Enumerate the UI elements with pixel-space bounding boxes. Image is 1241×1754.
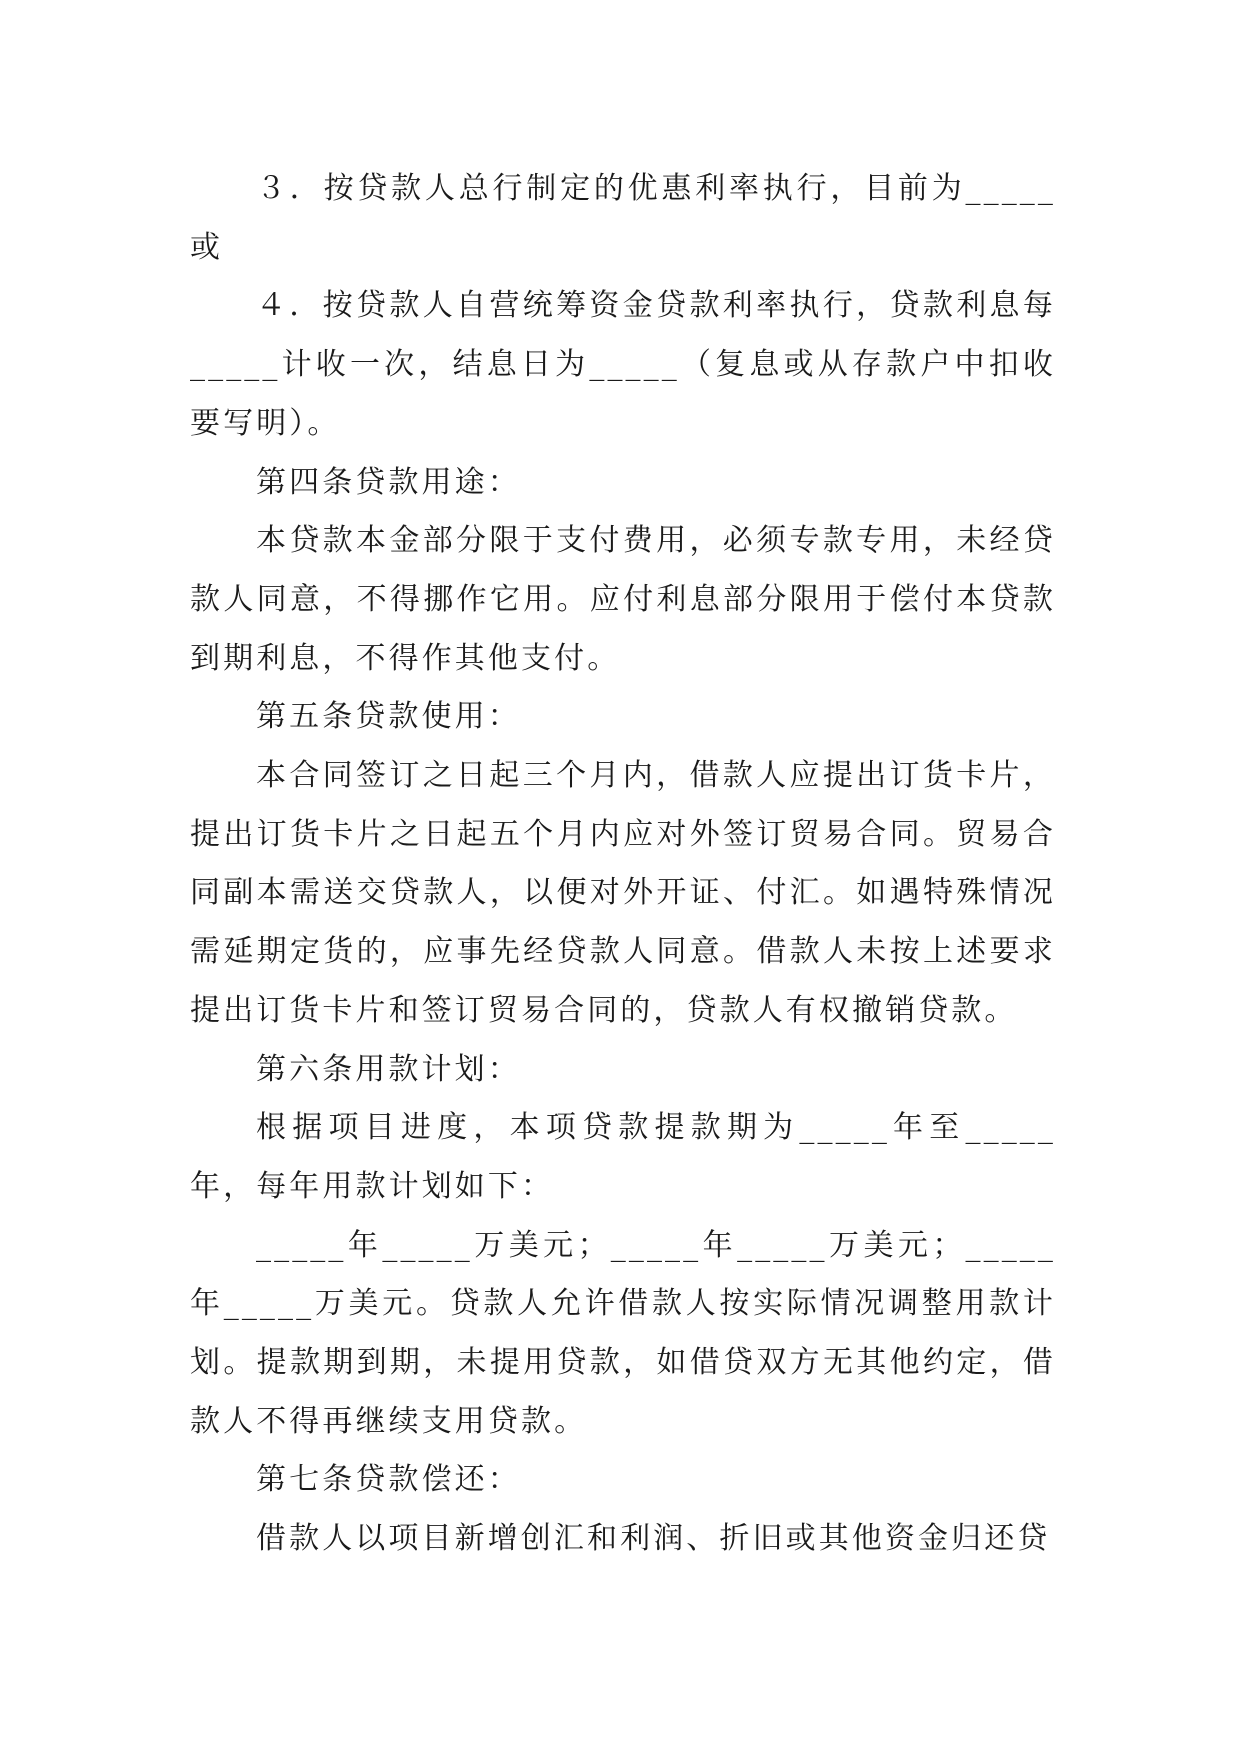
- article-6-body-intro: 根据项目进度，本项贷款提款期为_____年至_____年，每年用款计划如下：: [190, 1110, 1056, 1204]
- article-4-heading: 第四条贷款用途：: [256, 464, 521, 500]
- article-4-body: 本贷款本金部分限于支付费用，必须专款专用，未经贷款人同意，不得挪作它用。应付利息部分限用于偿付本贷款到期利息，不得作其他支付。: [190, 523, 1056, 676]
- article-7-heading: 第七条贷款偿还：: [256, 1462, 521, 1498]
- article-6-heading: 第六条用款计划：: [256, 1051, 521, 1087]
- article-7-body: 借款人以项目新增创汇和利润、折旧或其他资金归还贷: [256, 1521, 1051, 1557]
- article-6-body-plan: _____年_____万美元；_____年_____万美元；_____年_____万美元。贷款人允许借款人按实际情况调整用款计划。提款期到期，未提用贷款，如借贷双方无其他约定，借款人不得再继续支用贷款。: [190, 1227, 1056, 1439]
- article-5-body: 本合同签订之日起三个月内，借款人应提出订货卡片，提出订货卡片之日起五个月内应对外签订贸易合同。贸易合同副本需送交贷款人，以便对外开证、付汇。如遇特殊情况需延期定货的，应事先经贷款人同意。借款人未按上述要求提出订货卡片和签订贸易合同的，贷款人有权撤销贷款。: [190, 758, 1056, 1028]
- clause-3-interest-rate: ３．按贷款人总行制定的优惠利率执行，目前为_____或: [190, 171, 1056, 265]
- article-5-heading: 第五条贷款使用：: [256, 699, 521, 735]
- clause-4-interest-rate: ４．按贷款人自营统筹资金贷款利率执行，贷款利息每_____计收一次，结息日为_____（复息或从存款户中扣收要写明）。: [190, 288, 1056, 441]
- document-page: [190, 160, 1056, 1569]
